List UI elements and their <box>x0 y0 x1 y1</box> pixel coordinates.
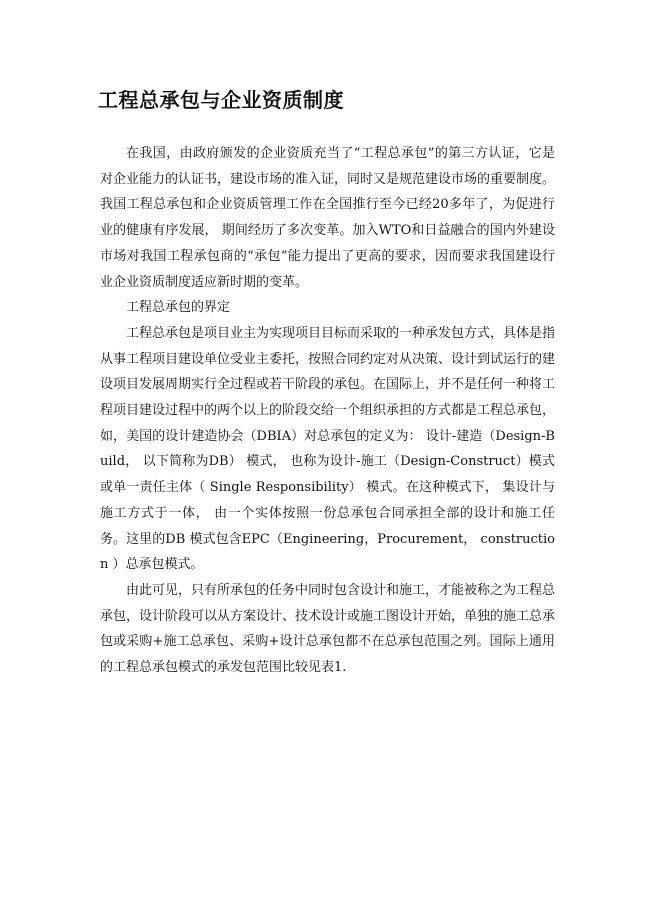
definition-paragraph: 工程总承包是项目业主为实现项目目标而采取的一种承发包方式，具体是指从事工程项目建设单位受业主委托，按照合同约定对从决策、设计到试运行的建设项目发展周期实行全过程或若干阶段的承包。在国际上，并不是任何一种将工程项目建设过程中的两个以上的阶段交给一个组织承担的方式都是工程总承包，如，美国的设计建造协会（DBIA）对总承包的定义为： 设计-建造（Design-Build， 以下简称为DB） 模式， 也称为设计-施工（Design-Construct）模式或单一责任主体（ Single Responsibility） 模式。在这种模式下， 集设计与施工方式于一体， 由一个实体按照一份总承包合同承担全部的设计和施工任务。这里的DB 模式包含EPC（Engineering，Procurement， construction ）总承包模式。 <box>100 325 556 573</box>
page-title: 工程总承包与企业资质制度 <box>98 88 344 112</box>
intro-paragraph: 在我国，由政府颁发的企业资质充当了“工程总承包”的第三方认证，它是对企业能力的认证书，建设市场的准入证，同时又是规范建设市场的重要制度。我国工程总承包和企业资质管理工作在全国推行至今已经20多年了，为促进行业的健康有序发展， 期间经历了多次变革。加入WTO和日益融合的国内外建设市场对我国工程承包商的“承包”能力提出了更高的要求，因而要求我国建设行业企业资质制度适应新时期的变革。 <box>100 146 556 290</box>
document-body <box>100 141 555 681</box>
conclusion-paragraph: 由此可见，只有所承包的任务中同时包含设计和施工，才能被称之为工程总承包，设计阶段可以从方案设计、技术设计或施工图设计开始，单独的施工总承包或采购+施工总承包、采购+设计总承包都不在总承包范围之列。国际上通用的工程总承包模式的承发包范围比较见表1. <box>100 582 556 676</box>
section-heading: 工程总承包的界定 <box>126 300 231 316</box>
